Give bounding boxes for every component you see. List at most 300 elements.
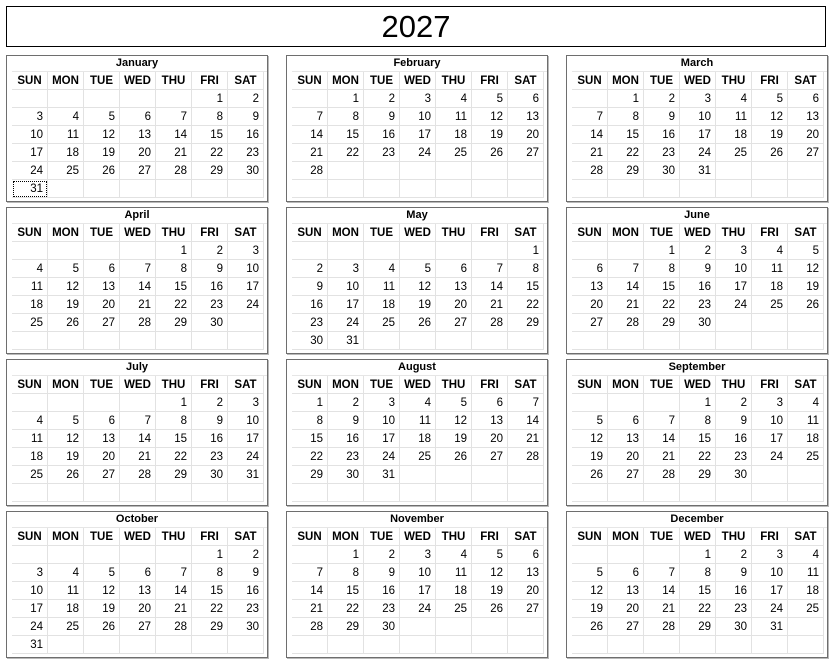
day-cell[interactable]: 9	[228, 564, 264, 582]
day-cell[interactable]: 20	[572, 296, 608, 314]
day-cell[interactable]: 7	[120, 260, 156, 278]
day-cell[interactable]: 5	[752, 90, 788, 108]
empty-cell[interactable]	[400, 242, 436, 260]
day-cell[interactable]: 7	[292, 564, 328, 582]
day-cell[interactable]: 7	[156, 564, 192, 582]
empty-cell[interactable]	[608, 636, 644, 654]
day-cell[interactable]: 26	[572, 466, 608, 484]
day-cell[interactable]: 5	[472, 546, 508, 564]
day-cell[interactable]: 2	[680, 242, 716, 260]
day-cell[interactable]: 27	[608, 618, 644, 636]
day-cell[interactable]: 24	[400, 144, 436, 162]
day-cell[interactable]: 6	[436, 260, 472, 278]
day-cell[interactable]: 31	[364, 466, 400, 484]
day-cell[interactable]: 13	[608, 582, 644, 600]
empty-cell[interactable]	[156, 636, 192, 654]
day-cell[interactable]: 11	[12, 278, 48, 296]
day-cell[interactable]: 7	[292, 108, 328, 126]
day-cell[interactable]: 29	[680, 466, 716, 484]
day-cell[interactable]: 6	[608, 564, 644, 582]
empty-cell[interactable]	[508, 484, 544, 502]
day-cell[interactable]: 26	[48, 466, 84, 484]
empty-cell[interactable]	[788, 618, 824, 636]
day-cell[interactable]: 8	[328, 564, 364, 582]
empty-cell[interactable]	[608, 546, 644, 564]
day-cell[interactable]: 24	[716, 296, 752, 314]
day-cell[interactable]: 15	[192, 582, 228, 600]
empty-cell[interactable]	[436, 484, 472, 502]
day-cell[interactable]: 7	[508, 394, 544, 412]
day-cell[interactable]: 17	[12, 600, 48, 618]
day-cell[interactable]: 6	[508, 90, 544, 108]
day-cell[interactable]: 10	[328, 278, 364, 296]
day-cell[interactable]: 4	[716, 90, 752, 108]
day-cell[interactable]: 19	[472, 126, 508, 144]
day-cell[interactable]: 14	[608, 278, 644, 296]
day-cell[interactable]: 6	[84, 260, 120, 278]
day-cell[interactable]: 9	[680, 260, 716, 278]
day-cell[interactable]: 14	[120, 430, 156, 448]
day-cell[interactable]: 24	[228, 296, 264, 314]
day-cell[interactable]: 1	[192, 90, 228, 108]
day-cell[interactable]: 20	[84, 448, 120, 466]
empty-cell[interactable]	[788, 636, 824, 654]
empty-cell[interactable]	[644, 636, 680, 654]
day-cell[interactable]: 20	[436, 296, 472, 314]
day-cell[interactable]: 7	[644, 564, 680, 582]
empty-cell[interactable]	[328, 484, 364, 502]
day-cell[interactable]: 19	[572, 600, 608, 618]
day-cell[interactable]: 4	[48, 564, 84, 582]
day-cell[interactable]: 14	[156, 582, 192, 600]
empty-cell[interactable]	[156, 180, 192, 198]
day-cell[interactable]: 3	[228, 242, 264, 260]
day-cell[interactable]: 16	[192, 430, 228, 448]
empty-cell[interactable]	[508, 636, 544, 654]
day-cell[interactable]: 11	[12, 430, 48, 448]
empty-cell[interactable]	[48, 332, 84, 350]
day-cell[interactable]: 12	[788, 260, 824, 278]
day-cell[interactable]: 21	[508, 430, 544, 448]
day-cell[interactable]: 10	[716, 260, 752, 278]
day-cell[interactable]: 29	[508, 314, 544, 332]
empty-cell[interactable]	[680, 636, 716, 654]
empty-cell[interactable]	[228, 314, 264, 332]
day-cell[interactable]: 9	[328, 412, 364, 430]
day-cell[interactable]: 27	[120, 162, 156, 180]
day-cell[interactable]: 23	[364, 144, 400, 162]
day-cell[interactable]: 4	[436, 546, 472, 564]
day-cell[interactable]: 6	[572, 260, 608, 278]
day-cell[interactable]: 30	[680, 314, 716, 332]
day-cell[interactable]: 2	[192, 394, 228, 412]
day-cell[interactable]: 13	[788, 108, 824, 126]
day-cell[interactable]: 12	[48, 430, 84, 448]
day-cell[interactable]: 20	[508, 126, 544, 144]
day-cell[interactable]: 17	[228, 278, 264, 296]
day-cell[interactable]: 22	[644, 296, 680, 314]
day-cell[interactable]: 23	[716, 600, 752, 618]
day-cell[interactable]: 30	[192, 314, 228, 332]
empty-cell[interactable]	[192, 332, 228, 350]
day-cell[interactable]: 4	[788, 546, 824, 564]
empty-cell[interactable]	[508, 466, 544, 484]
day-cell[interactable]: 11	[716, 108, 752, 126]
day-cell[interactable]: 26	[752, 144, 788, 162]
empty-cell[interactable]	[84, 546, 120, 564]
empty-cell[interactable]	[472, 332, 508, 350]
day-cell[interactable]: 6	[120, 108, 156, 126]
day-cell[interactable]: 30	[716, 618, 752, 636]
day-cell[interactable]: 10	[12, 126, 48, 144]
empty-cell[interactable]	[608, 484, 644, 502]
empty-cell[interactable]	[12, 332, 48, 350]
day-cell[interactable]: 12	[436, 412, 472, 430]
day-cell[interactable]: 18	[48, 144, 84, 162]
empty-cell[interactable]	[292, 180, 328, 198]
day-cell[interactable]: 21	[292, 600, 328, 618]
empty-cell[interactable]	[472, 180, 508, 198]
day-cell[interactable]: 9	[644, 108, 680, 126]
day-cell[interactable]: 14	[644, 430, 680, 448]
day-cell[interactable]: 21	[292, 144, 328, 162]
empty-cell[interactable]	[752, 484, 788, 502]
day-cell[interactable]: 28	[608, 314, 644, 332]
day-cell[interactable]: 24	[328, 314, 364, 332]
day-cell[interactable]: 3	[228, 394, 264, 412]
empty-cell[interactable]	[156, 546, 192, 564]
day-cell[interactable]: 2	[192, 242, 228, 260]
empty-cell[interactable]	[228, 636, 264, 654]
day-cell[interactable]: 22	[192, 600, 228, 618]
day-cell[interactable]: 8	[292, 412, 328, 430]
day-cell[interactable]: 11	[752, 260, 788, 278]
day-cell[interactable]: 3	[400, 546, 436, 564]
day-cell[interactable]: 16	[364, 582, 400, 600]
day-cell[interactable]: 29	[608, 162, 644, 180]
empty-cell[interactable]	[84, 484, 120, 502]
day-cell[interactable]: 25	[788, 600, 824, 618]
day-cell[interactable]: 26	[572, 618, 608, 636]
empty-cell[interactable]	[752, 636, 788, 654]
day-cell[interactable]: 29	[680, 618, 716, 636]
empty-cell[interactable]	[120, 332, 156, 350]
day-cell[interactable]: 23	[192, 448, 228, 466]
day-cell[interactable]: 7	[120, 412, 156, 430]
day-cell[interactable]: 22	[608, 144, 644, 162]
day-cell[interactable]: 27	[84, 466, 120, 484]
day-cell[interactable]: 7	[644, 412, 680, 430]
empty-cell[interactable]	[292, 242, 328, 260]
day-cell[interactable]: 5	[572, 564, 608, 582]
day-cell[interactable]: 26	[48, 314, 84, 332]
day-cell[interactable]: 23	[364, 600, 400, 618]
empty-cell[interactable]	[292, 484, 328, 502]
day-cell[interactable]: 11	[364, 278, 400, 296]
day-cell[interactable]: 24	[400, 600, 436, 618]
day-cell[interactable]: 27	[572, 314, 608, 332]
day-cell[interactable]: 17	[364, 430, 400, 448]
day-cell[interactable]: 28	[120, 314, 156, 332]
empty-cell[interactable]	[228, 332, 264, 350]
empty-cell[interactable]	[572, 180, 608, 198]
day-cell[interactable]: 26	[84, 162, 120, 180]
empty-cell[interactable]	[328, 180, 364, 198]
day-cell[interactable]: 25	[12, 314, 48, 332]
empty-cell[interactable]	[12, 394, 48, 412]
day-cell[interactable]: 21	[156, 144, 192, 162]
day-cell[interactable]: 18	[364, 296, 400, 314]
empty-cell[interactable]	[48, 484, 84, 502]
day-cell[interactable]: 3	[364, 394, 400, 412]
empty-cell[interactable]	[192, 484, 228, 502]
day-cell[interactable]: 20	[608, 600, 644, 618]
day-cell[interactable]: 4	[788, 394, 824, 412]
day-cell[interactable]: 22	[508, 296, 544, 314]
empty-cell[interactable]	[328, 242, 364, 260]
day-cell[interactable]: 9	[192, 260, 228, 278]
day-cell[interactable]: 29	[292, 466, 328, 484]
empty-cell[interactable]	[608, 242, 644, 260]
day-cell[interactable]: 13	[472, 412, 508, 430]
day-cell[interactable]: 31	[328, 332, 364, 350]
day-cell[interactable]: 1	[156, 242, 192, 260]
empty-cell[interactable]	[752, 332, 788, 350]
empty-cell[interactable]	[84, 90, 120, 108]
day-cell[interactable]: 18	[436, 126, 472, 144]
day-cell[interactable]: 10	[228, 260, 264, 278]
day-cell[interactable]: 1	[680, 546, 716, 564]
day-cell[interactable]: 26	[84, 618, 120, 636]
empty-cell[interactable]	[48, 636, 84, 654]
day-cell[interactable]: 12	[84, 582, 120, 600]
day-cell[interactable]: 20	[472, 430, 508, 448]
day-cell[interactable]: 20	[84, 296, 120, 314]
day-cell[interactable]: 28	[472, 314, 508, 332]
day-cell[interactable]: 11	[400, 412, 436, 430]
empty-cell[interactable]	[572, 394, 608, 412]
empty-cell[interactable]	[12, 90, 48, 108]
empty-cell[interactable]	[328, 636, 364, 654]
day-cell[interactable]: 4	[48, 108, 84, 126]
day-cell[interactable]: 30	[292, 332, 328, 350]
day-cell[interactable]: 16	[716, 430, 752, 448]
day-cell[interactable]: 21	[156, 600, 192, 618]
day-cell[interactable]: 27	[788, 144, 824, 162]
day-cell[interactable]: 4	[12, 412, 48, 430]
empty-cell[interactable]	[12, 242, 48, 260]
day-cell[interactable]: 29	[328, 618, 364, 636]
day-cell[interactable]: 25	[436, 600, 472, 618]
day-cell[interactable]: 8	[508, 260, 544, 278]
empty-cell[interactable]	[400, 180, 436, 198]
empty-cell[interactable]	[120, 394, 156, 412]
day-cell[interactable]: 24	[12, 618, 48, 636]
day-cell[interactable]: 22	[292, 448, 328, 466]
empty-cell[interactable]	[716, 636, 752, 654]
empty-cell[interactable]	[680, 484, 716, 502]
day-cell[interactable]: 1	[292, 394, 328, 412]
empty-cell[interactable]	[608, 394, 644, 412]
empty-cell[interactable]	[788, 466, 824, 484]
day-cell[interactable]: 19	[48, 296, 84, 314]
day-cell[interactable]: 4	[400, 394, 436, 412]
day-cell[interactable]: 13	[436, 278, 472, 296]
empty-cell[interactable]	[472, 242, 508, 260]
day-cell[interactable]: 28	[156, 618, 192, 636]
empty-cell[interactable]	[716, 180, 752, 198]
day-cell[interactable]: 23	[716, 448, 752, 466]
day-cell[interactable]: 3	[752, 394, 788, 412]
day-cell[interactable]: 13	[508, 564, 544, 582]
day-cell[interactable]: 22	[680, 600, 716, 618]
day-cell[interactable]: 24	[752, 600, 788, 618]
day-cell[interactable]: 23	[680, 296, 716, 314]
day-cell[interactable]: 18	[788, 430, 824, 448]
day-cell[interactable]: 26	[472, 600, 508, 618]
day-cell[interactable]: 19	[788, 278, 824, 296]
day-cell[interactable]: 9	[292, 278, 328, 296]
empty-cell[interactable]	[608, 332, 644, 350]
day-cell[interactable]: 15	[508, 278, 544, 296]
day-cell[interactable]: 24	[680, 144, 716, 162]
day-cell[interactable]: 10	[228, 412, 264, 430]
day-cell[interactable]: 6	[84, 412, 120, 430]
day-cell[interactable]: 8	[156, 260, 192, 278]
day-cell[interactable]: 27	[508, 600, 544, 618]
day-cell[interactable]: 11	[788, 564, 824, 582]
day-cell[interactable]: 30	[228, 618, 264, 636]
day-cell[interactable]: 4	[12, 260, 48, 278]
day-cell[interactable]: 31	[752, 618, 788, 636]
day-cell[interactable]: 9	[228, 108, 264, 126]
day-cell[interactable]: 30	[192, 466, 228, 484]
day-cell[interactable]: 4	[436, 90, 472, 108]
day-cell[interactable]: 31	[228, 466, 264, 484]
day-cell[interactable]: 18	[752, 278, 788, 296]
empty-cell[interactable]	[48, 546, 84, 564]
empty-cell[interactable]	[400, 618, 436, 636]
day-cell[interactable]: 13	[84, 430, 120, 448]
day-cell[interactable]: 11	[436, 108, 472, 126]
empty-cell[interactable]	[752, 162, 788, 180]
day-cell[interactable]: 16	[228, 582, 264, 600]
empty-cell[interactable]	[292, 546, 328, 564]
day-cell[interactable]: 18	[12, 448, 48, 466]
day-cell[interactable]: 16	[192, 278, 228, 296]
day-cell[interactable]: 13	[608, 430, 644, 448]
day-cell[interactable]: 18	[716, 126, 752, 144]
day-cell[interactable]: 15	[192, 126, 228, 144]
day-cell[interactable]: 11	[48, 126, 84, 144]
day-cell[interactable]: 20	[788, 126, 824, 144]
empty-cell[interactable]	[364, 242, 400, 260]
day-cell[interactable]: 15	[328, 126, 364, 144]
day-cell[interactable]: 13	[120, 126, 156, 144]
day-cell[interactable]: 24	[228, 448, 264, 466]
day-cell[interactable]: 26	[472, 144, 508, 162]
day-cell[interactable]: 28	[572, 162, 608, 180]
day-cell[interactable]: 5	[788, 242, 824, 260]
empty-cell[interactable]	[400, 466, 436, 484]
day-cell[interactable]: 9	[364, 108, 400, 126]
empty-cell[interactable]	[364, 484, 400, 502]
empty-cell[interactable]	[84, 180, 120, 198]
day-cell[interactable]: 27	[508, 144, 544, 162]
day-cell[interactable]: 17	[680, 126, 716, 144]
day-cell[interactable]: 10	[12, 582, 48, 600]
day-cell[interactable]: 5	[48, 412, 84, 430]
day-cell[interactable]: 21	[120, 448, 156, 466]
day-cell[interactable]: 10	[680, 108, 716, 126]
empty-cell[interactable]	[192, 180, 228, 198]
day-cell[interactable]: 31	[12, 636, 48, 654]
day-cell[interactable]: 23	[228, 144, 264, 162]
day-cell[interactable]: 13	[120, 582, 156, 600]
day-cell[interactable]: 5	[472, 90, 508, 108]
day-cell[interactable]: 19	[84, 600, 120, 618]
day-cell[interactable]: 17	[400, 582, 436, 600]
day-cell[interactable]: 30	[228, 162, 264, 180]
day-cell[interactable]: 2	[716, 546, 752, 564]
day-cell[interactable]: 30	[364, 618, 400, 636]
day-cell[interactable]: 11	[48, 582, 84, 600]
day-cell[interactable]: 27	[608, 466, 644, 484]
empty-cell[interactable]	[364, 162, 400, 180]
day-cell[interactable]: 25	[716, 144, 752, 162]
empty-cell[interactable]	[572, 90, 608, 108]
day-cell[interactable]: 3	[680, 90, 716, 108]
day-cell[interactable]: 17	[12, 144, 48, 162]
empty-cell[interactable]	[644, 394, 680, 412]
day-cell[interactable]: 27	[84, 314, 120, 332]
empty-cell[interactable]	[228, 484, 264, 502]
day-cell[interactable]: 23	[228, 600, 264, 618]
day-cell[interactable]: 10	[400, 108, 436, 126]
day-cell[interactable]: 21	[120, 296, 156, 314]
empty-cell[interactable]	[788, 162, 824, 180]
day-cell[interactable]: 25	[788, 448, 824, 466]
day-cell[interactable]: 15	[328, 582, 364, 600]
day-cell[interactable]: 27	[120, 618, 156, 636]
day-cell[interactable]: 8	[680, 564, 716, 582]
day-cell[interactable]: 20	[120, 600, 156, 618]
empty-cell[interactable]	[400, 484, 436, 502]
day-cell[interactable]: 31	[12, 180, 48, 198]
day-cell[interactable]: 21	[644, 448, 680, 466]
day-cell[interactable]: 15	[292, 430, 328, 448]
day-cell[interactable]: 16	[680, 278, 716, 296]
empty-cell[interactable]	[120, 546, 156, 564]
day-cell[interactable]: 17	[752, 582, 788, 600]
day-cell[interactable]: 16	[364, 126, 400, 144]
empty-cell[interactable]	[788, 484, 824, 502]
day-cell[interactable]: 10	[364, 412, 400, 430]
empty-cell[interactable]	[120, 180, 156, 198]
empty-cell[interactable]	[436, 162, 472, 180]
day-cell[interactable]: 29	[156, 466, 192, 484]
empty-cell[interactable]	[436, 636, 472, 654]
day-cell[interactable]: 15	[644, 278, 680, 296]
empty-cell[interactable]	[716, 314, 752, 332]
day-cell[interactable]: 29	[644, 314, 680, 332]
day-cell[interactable]: 25	[48, 162, 84, 180]
empty-cell[interactable]	[292, 636, 328, 654]
day-cell[interactable]: 2	[328, 394, 364, 412]
day-cell[interactable]: 20	[608, 448, 644, 466]
day-cell[interactable]: 19	[436, 430, 472, 448]
day-cell[interactable]: 1	[328, 90, 364, 108]
